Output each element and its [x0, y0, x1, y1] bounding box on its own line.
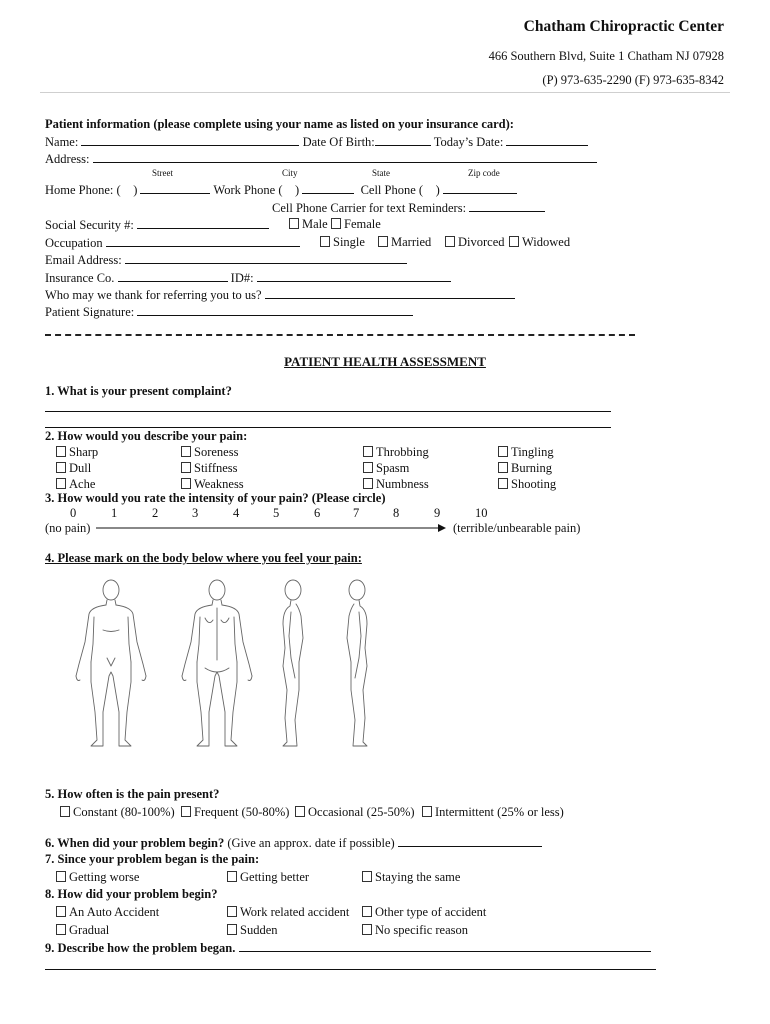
checkbox-icon[interactable]	[227, 924, 237, 935]
q8-other-option[interactable]: Other type of accident	[362, 905, 486, 920]
pain-sharp-option[interactable]: Sharp	[56, 445, 98, 460]
q6-date-field[interactable]	[398, 835, 542, 847]
insurance-label: Insurance Co.	[45, 271, 115, 285]
phones-row	[45, 182, 517, 198]
name-row	[45, 134, 588, 150]
name-field[interactable]	[81, 134, 299, 146]
checkbox-icon[interactable]	[498, 462, 508, 473]
checkbox-icon[interactable]	[363, 478, 373, 489]
carrier-row	[272, 200, 545, 216]
name-label: Name:	[45, 135, 79, 149]
pain-shooting-option[interactable]: Shooting	[498, 477, 556, 492]
clinic-phones: (P) 973-635-2290 (F) 973-635-8342	[542, 73, 724, 87]
email-field[interactable]	[125, 252, 407, 264]
checkbox-icon[interactable]	[56, 906, 66, 917]
q5-label: 5. How often is the pain present?	[45, 787, 220, 801]
signature-field[interactable]	[137, 304, 413, 316]
body-back-figure[interactable]	[182, 580, 252, 746]
pain-tingling-option[interactable]: Tingling	[498, 445, 554, 460]
pain-soreness-option[interactable]: Soreness	[181, 445, 238, 460]
body-right-side-figure[interactable]	[283, 580, 303, 746]
pain-ache-option[interactable]: Ache	[56, 477, 95, 492]
checkbox-icon[interactable]	[227, 906, 237, 917]
header-divider	[40, 92, 730, 93]
work-phone-field[interactable]	[302, 182, 354, 194]
scale-2[interactable]: 2	[152, 506, 159, 520]
home-phone-field[interactable]	[140, 182, 210, 194]
q3-label: 3. How would you rate the intensity of your pain? (Please circle)	[45, 491, 386, 505]
q6-label: 6. When did your problem begin?	[45, 836, 225, 850]
dob-field[interactable]	[375, 134, 431, 146]
pain-numbness-option[interactable]: Numbness	[363, 477, 429, 492]
assessment-title: PATIENT HEALTH ASSESSMENT	[284, 354, 486, 369]
q8-no-reason-option[interactable]: No specific reason	[362, 923, 468, 938]
referral-label: Who may we thank for referring you to us?	[45, 288, 262, 302]
q6-row	[45, 835, 542, 851]
address-zip-caption: Zip code	[468, 168, 500, 178]
checkbox-icon[interactable]	[331, 218, 341, 229]
cell-phone-field[interactable]	[443, 182, 517, 194]
email-row	[45, 252, 407, 268]
scale-8[interactable]: 8	[393, 506, 400, 520]
checkbox-icon[interactable]	[498, 478, 508, 489]
email-label: Email Address:	[45, 253, 122, 267]
referral-field[interactable]	[265, 287, 515, 299]
q6-note: (Give an approx. date if possible)	[227, 836, 395, 850]
checkbox-icon[interactable]	[362, 924, 372, 935]
checkbox-icon[interactable]	[181, 806, 191, 817]
address-label: Address:	[45, 152, 90, 166]
checkbox-icon[interactable]	[295, 806, 305, 817]
marital-divorced-option[interactable]: Divorced	[445, 235, 505, 250]
signature-label: Patient Signature:	[45, 305, 135, 319]
sex-female-option[interactable]: Female	[331, 217, 381, 232]
scale-9[interactable]: 9	[434, 506, 441, 520]
insurance-id-label: ID#:	[230, 271, 254, 285]
q1-answer-line-1[interactable]	[45, 411, 611, 412]
cell-phone-label: Cell Phone (	[360, 183, 424, 197]
q7-label: 7. Since your problem began is the pain:	[45, 852, 260, 866]
pain-weakness-option[interactable]: Weakness	[181, 477, 244, 492]
body-front-figure[interactable]	[76, 580, 146, 746]
checkbox-icon[interactable]	[56, 446, 66, 457]
sex-male-option[interactable]: Male	[289, 217, 328, 232]
home-phone-label: Home Phone: (	[45, 183, 121, 197]
checkbox-icon[interactable]	[181, 478, 191, 489]
q8-auto-option[interactable]: An Auto Accident	[56, 905, 159, 920]
freq-frequent-option[interactable]: Frequent (50-80%)	[181, 805, 289, 820]
q9-answer-line-1[interactable]	[239, 940, 651, 952]
address-street-caption: Street	[152, 168, 173, 178]
checkbox-icon[interactable]	[363, 446, 373, 457]
today-date-field[interactable]	[506, 134, 588, 146]
checkbox-icon[interactable]	[289, 218, 299, 229]
checkbox-icon[interactable]	[362, 871, 372, 882]
signature-row	[45, 304, 413, 320]
work-phone-label: Work Phone (	[213, 183, 283, 197]
insurance-field[interactable]	[118, 270, 228, 282]
checkbox-icon[interactable]	[509, 236, 519, 247]
referral-row	[45, 287, 515, 303]
checkbox-icon[interactable]	[56, 462, 66, 473]
scale-arrow	[96, 521, 448, 535]
q2-label: 2. How would you describe your pain:	[45, 429, 248, 443]
insurance-row	[45, 270, 451, 286]
q1-answer-line-2[interactable]	[45, 427, 611, 428]
body-diagram[interactable]	[45, 572, 405, 752]
q7-same-option[interactable]: Staying the same	[362, 870, 460, 885]
ssn-label: Social Security #:	[45, 218, 134, 232]
q7-worse-option[interactable]: Getting worse	[56, 870, 139, 885]
address-field[interactable]	[93, 151, 597, 163]
checkbox-icon[interactable]	[362, 906, 372, 917]
scale-3[interactable]: 3	[192, 506, 199, 520]
section-divider	[45, 334, 635, 336]
q1-label: 1. What is your present complaint?	[45, 384, 232, 398]
q8-label: 8. How did your problem begin?	[45, 887, 218, 901]
cell-phone-close: )	[435, 183, 440, 197]
q8-sudden-option[interactable]: Sudden	[227, 923, 278, 938]
home-phone-close: )	[133, 183, 138, 197]
dob-label: Date Of Birth:	[302, 135, 375, 149]
checkbox-icon[interactable]	[363, 462, 373, 473]
clinic-address: 466 Southern Blvd, Suite 1 Chatham NJ 07928	[488, 49, 724, 63]
address-city-caption: City	[282, 168, 298, 178]
pain-burning-option[interactable]: Burning	[498, 461, 552, 476]
checkbox-icon[interactable]	[60, 806, 70, 817]
checkbox-icon[interactable]	[56, 871, 66, 882]
marital-widowed-option[interactable]: Widowed	[509, 235, 570, 250]
scale-6[interactable]: 6	[314, 506, 321, 520]
scale-7[interactable]: 7	[353, 506, 360, 520]
ssn-field[interactable]	[137, 217, 269, 229]
scale-1[interactable]: 1	[111, 506, 118, 520]
freq-occasional-option[interactable]: Occasional (25-50%)	[295, 805, 415, 820]
scale-4[interactable]: 4	[233, 506, 240, 520]
carrier-field[interactable]	[469, 200, 545, 212]
checkbox-icon[interactable]	[227, 871, 237, 882]
body-left-side-figure[interactable]	[347, 580, 367, 746]
pain-stiffness-option[interactable]: Stiffness	[181, 461, 238, 476]
marital-single-option[interactable]: Single	[320, 235, 365, 250]
address-state-caption: State	[372, 168, 390, 178]
today-label: Today’s Date:	[433, 135, 504, 149]
pain-dull-option[interactable]: Dull	[56, 461, 91, 476]
q8-gradual-option[interactable]: Gradual	[56, 923, 109, 938]
work-phone-close: )	[295, 183, 300, 197]
clinic-name: Chatham Chiropractic Center	[523, 18, 724, 35]
occupation-label: Occupation	[45, 236, 103, 250]
q9-label: 9. Describe how the problem began.	[45, 941, 236, 955]
q9-answer-line-2[interactable]	[45, 969, 656, 970]
carrier-label: Cell Phone Carrier for text Reminders:	[272, 201, 467, 215]
checkbox-icon[interactable]	[498, 446, 508, 457]
checkbox-icon[interactable]	[320, 236, 330, 247]
checkbox-icon[interactable]	[56, 478, 66, 489]
q9-row	[45, 940, 651, 956]
scale-low-label: (no pain)	[45, 521, 91, 535]
marital-married-option[interactable]: Married	[378, 235, 431, 250]
checkbox-icon[interactable]	[181, 462, 191, 473]
occupation-row	[45, 235, 300, 251]
occupation-field[interactable]	[106, 235, 300, 247]
checkbox-icon[interactable]	[181, 446, 191, 457]
scale-0[interactable]: 0	[70, 506, 77, 520]
patient-info-heading: Patient information (please complete using your name as listed on your insurance card):	[45, 117, 514, 131]
checkbox-icon[interactable]	[422, 806, 432, 817]
pain-spasm-option[interactable]: Spasm	[363, 461, 409, 476]
scale-high-label: (terrible/unbearable pain)	[453, 521, 581, 535]
freq-intermittent-option[interactable]: Intermittent (25% or less)	[422, 805, 564, 820]
checkbox-icon[interactable]	[378, 236, 388, 247]
q7-better-option[interactable]: Getting better	[227, 870, 309, 885]
scale-10[interactable]: 10	[475, 506, 488, 520]
freq-constant-option[interactable]: Constant (80-100%)	[60, 805, 175, 820]
ssn-row	[45, 217, 269, 233]
checkbox-icon[interactable]	[56, 924, 66, 935]
pain-throbbing-option[interactable]: Throbbing	[363, 445, 429, 460]
address-row	[45, 151, 597, 167]
scale-5[interactable]: 5	[273, 506, 280, 520]
q4-label: 4. Please mark on the body below where you feel your pain:	[45, 551, 362, 565]
checkbox-icon[interactable]	[445, 236, 455, 247]
q8-work-option[interactable]: Work related accident	[227, 905, 349, 920]
insurance-id-field[interactable]	[257, 270, 451, 282]
